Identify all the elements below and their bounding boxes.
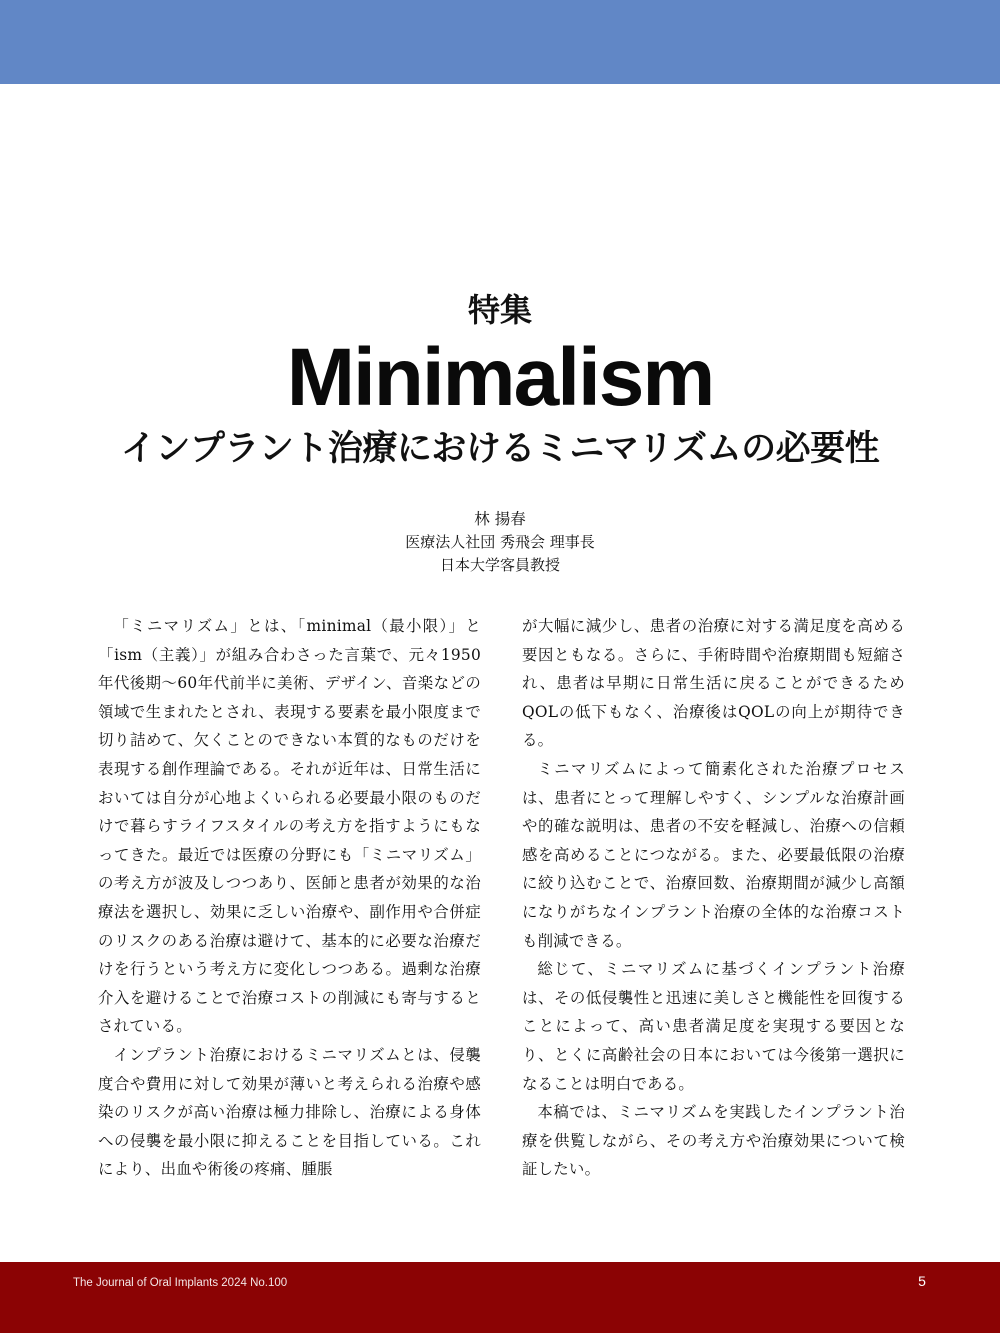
body-paragraph-continued: が大幅に減少し、患者の治療に対する満足度を高める要因ともなる。さらに、手術時間や治療期間も短縮され、患者は早期に日常生活に戻ることができるためQOLの低下もなく、治療後はQOLの向上が期待できる。 [522, 617, 905, 750]
byline [0, 508, 1000, 577]
feature-kicker: 特集 [467, 291, 532, 329]
title-block [0, 290, 1000, 474]
article-subtitle: インプラント治療におけるミニマリズムの必要性 [120, 429, 880, 469]
author-affiliation: 医療法人社団 秀飛会 理事長 [405, 533, 595, 551]
page-number: 5 [918, 1273, 926, 1289]
body-paragraph: 「ミニマリズム」とは、「minimal（最小限）」と「ism（主義）」が組み合わさった言葉で、元々1950年代後期～60年代前半に美術、デザイン、音楽などの領域で生まれたとされ、表現する要素を最小限度まで切り詰めて、欠くことのできない本質的なものだけを表現する創作理論である。それが近年は、日常生活においては自分が心地よくいられる必要最小限のものだけで暮らすライフスタイルの考え方を指すようにもなってきた。最近では医療の分野にも「ミニマリズム」の考え方が波及しつつあり、医師と患者が効果的な治療法を選択し、効果に乏しい治療や、副作用や合併症のリスクのある治療は避けて、基本的に必要な治療だけを行うという考え方に変化しつつある。過剰な治療介入を避けることで治療コストの削減にも寄与するとされている。 [98, 617, 481, 1036]
body-paragraph: 総じて、ミニマリズムに基づくインプラント治療は、その低侵襲性と迅速に美しさと機能性を回復することによって、高い患者満足度を実現する要因となり、とくに高齢社会の日本においては今後第一選択になることは明白である。 [522, 960, 905, 1093]
text-column-right [522, 612, 905, 1184]
text-column-left [98, 612, 481, 1184]
article-title: Minimalism [286, 332, 714, 423]
body-paragraph: インプラント治療におけるミニマリズムとは、侵襲度合や費用に対して効果が薄いと考えられる治療や感染のリスクが高い治療は極力排除し、治療による身体への侵襲を最小限に抑えることを目指している。これにより、出血や術後の疼痛、腫脹 [98, 1045, 481, 1179]
author-affiliation: 日本大学客員教授 [439, 556, 560, 574]
body-paragraph: 本稿では、ミニマリズムを実践したインプラント治療を供覧しながら、その考え方や治療効果について検証したい。 [522, 1103, 905, 1179]
footer-color-band [0, 1262, 1000, 1333]
footer-journal-name: The Journal of Oral Implants 2024 No.100 [73, 1277, 288, 1289]
header-color-band [0, 0, 1000, 84]
author-name: 林 揚春 [474, 510, 526, 528]
body-paragraph: ミニマリズムによって簡素化された治療プロセスは、患者にとって理解しやすく、シンプルな治療計画や的確な説明は、患者の不安を軽減し、治療への信頼感を高めることにつながる。また、必要最低限の治療に絞り込むことで、治療回数、治療期間が減少し高額になりがちなインプラント治療の全体的な治療コストも削減できる。 [522, 759, 905, 950]
article-body [98, 612, 906, 1202]
